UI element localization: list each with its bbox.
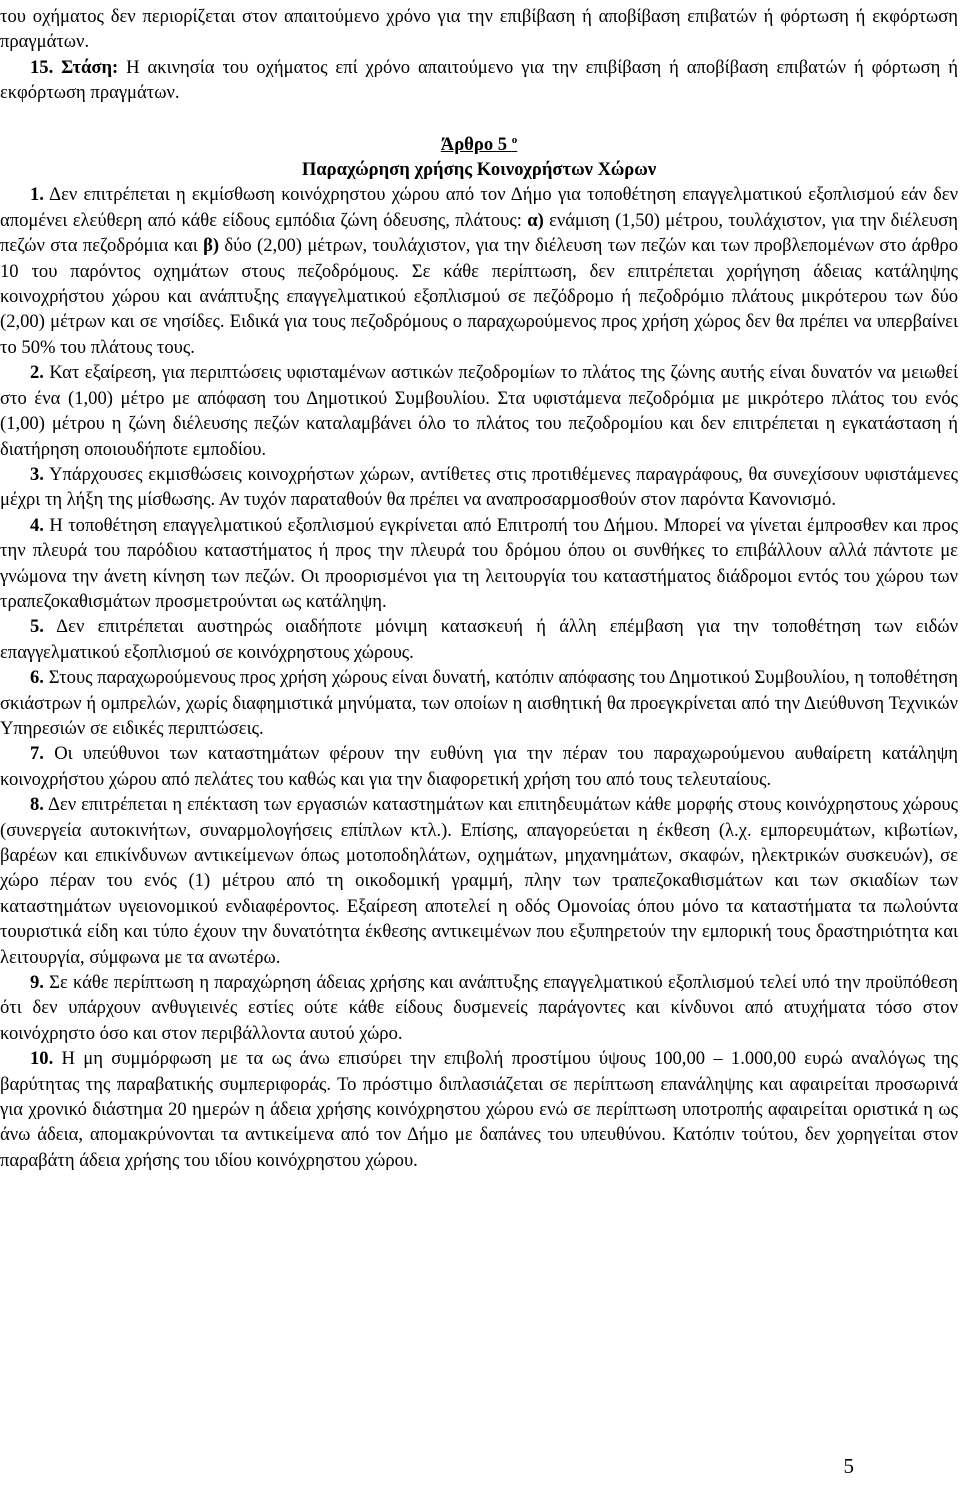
paragraph-text: Κατ εξαίρεση, για περιπτώσεις υφισταμένων αστικών πεζοδρομίων το πλάτος της ζώνης αυτής είναι δυνατόν να μειωθεί στο ένα (1,00) μέτρο με απόφαση του Δημοτικού Συμβουλίου. Στα υφιστάμενα πεζοδρόμια με μικρότερο πλάτος του ενός (1,00) μέτρου η ζώνη διέλευσης πεζών καταλαμβάνει όλο το πλάτος του πεζοδρομίου και δεν επιτρέπεται η εγκατάσταση ή διατήρηση οποιουδήποτε εμποδίου. — [0, 362, 958, 460]
paragraph-text: Σε κάθε περίπτωση η παραχώρηση άδειας χρήσης και ανάπτυξης επαγγελματικού εξοπλισμού τελεί υπό την προϋπόθεση ότι δεν υπάρχουν ανθυγιεινές εστίες ούτε κάθε είδους δυσμενείς παράγοντες και κίνδυνοι από ατυχήματα τόσο στον κοινόχρηστο όσο και στον περιβάλλοντα αυτού χώρο. — [0, 972, 958, 1044]
paragraph-8 — [0, 792, 958, 970]
paragraph-4 — [0, 513, 958, 615]
article-title-text: Άρθρο 5 $^o$ — [440, 133, 518, 155]
paragraph-number: 8. — [30, 794, 44, 816]
paragraph-number: 3. — [30, 463, 44, 485]
paragraph-6 — [0, 665, 958, 741]
page-number: 5 — [843, 1454, 854, 1478]
paragraph-number: 10. — [30, 1048, 54, 1070]
paragraph-3 — [0, 462, 958, 513]
paragraph-10 — [0, 1046, 958, 1173]
definition-15 — [0, 55, 958, 106]
paragraph-5 — [0, 614, 958, 665]
list-marker-a: α) — [527, 209, 544, 231]
paragraph-text: Δεν επιτρέπεται η επέκταση των εργασιών καταστημάτων και επιτηδευμάτων κάθε μορφής στους κοινόχρηστους χώρους (συνεργεία αυτοκινήτων, συναρμολογήσεις επίπλων κτλ.). Επίσης, απαγορεύεται η έκθεση (λ.χ. εμπορευμάτων, κιβωτίων, βαρέων και επικίνδυνων αντικείμενων όπως μοτοποδηλάτων, οχημάτων, μηχανημάτων, σκαφών, ηλεκτρικών συσκευών), σε χώρο πέραν του ενός (1) μέτρου από τη οικοδομική γραμμή, πλην των τραπεζοκαθισμάτων και των σκιαδίων των καταστημάτων υγειονομικού ενδιαφέροντος. Εξαίρεση αποτελεί η οδός Ομονοίας όπου μόνο τα καταστήματα τα πωλούντα τουριστικά είδη και τύπο έχουν την δυνατότητα έκθεσης αντικειμένων που εξυπηρετούν την εμπορική τους δραστηριότητα και λειτουργία, σύμφωνα με τα ανωτέρω. — [0, 794, 958, 968]
paragraph-1 — [0, 182, 958, 360]
definition-number: 15. — [30, 56, 54, 78]
paragraph-number: 6. — [30, 667, 44, 689]
paragraph-text: Οι υπεύθυνοι των καταστημάτων φέρουν την ευθύνη για την πέραν του παραχωρούμενου αυθαίρετη κατάληψη κοινοχρήστου χώρου από πελάτες του καθώς και για την διαφορετική χρήση του από τους τελευταίους. — [0, 743, 958, 790]
definition-text: Η ακινησία του οχήματος επί χρόνο απαιτούμενο για την επιβίβαση ή αποβίβαση επιβατών ή φόρτωση ή εκφόρτωση πραγμάτων. — [0, 56, 958, 104]
paragraph-number: 9. — [30, 972, 44, 994]
paragraph-text: Στους παραχωρούμενους προς χρήση χώρους είναι δυνατή, κατόπιν απόφασης του Δημοτικού Συμβουλίου, η τοποθέτηση σκιάστρων ή ομπρελών, χωρίς διαφημιστικά μηνύματα, των οποίων η αισθητική θα προεγκρίνεται από την Διεύθυνση Τεχνικών Υπηρεσιών σε ειδικές περιπτώσεις. — [0, 667, 958, 739]
list-marker-b: β) — [203, 235, 220, 257]
paragraph-number: 5. — [30, 616, 44, 638]
paragraph-text: Υπάρχουσες εκμισθώσεις κοινοχρήστων χώρων, αντίθετες στις προτιθέμενες παραγράφους, θα συνεχίσουν υφιστάμενες μέχρι τη λήξη της μίσθωσης. Αν τυχόν παραταθούν θα πρέπει να αναπροσαρμοσθούν στον παρόντα Κανονισμό. — [0, 463, 958, 511]
paragraph-text: Δεν επιτρέπεται αυστηρώς οιαδήποτε μόνιμη κατασκευή ή άλλη επέμβαση για την τοποθέτηση των ειδών επαγγελματικού εξοπλισμού σε κοινόχρηστους χώρους. — [0, 616, 958, 663]
paragraph-text: δύο (2,00) μέτρων, τουλάχιστον, για την διέλευση των πεζών και των προβλεπομένων στο άρθρο 10 του παρόντος οχημάτων στους πεζοδρόμους. Σε κάθε περίπτωση, δεν επιτρέπεται χορήγηση άδειας κατάληψης κοινοχρήστου χώρου και ανάπτυξης επαγγελματικού εξοπλισμού σε πεζόδρομο ή πεζοδρόμιο πλάτους μικρότερου των δύο (2,00) μέτρων και σε νησίδες. Ειδικά για τους πεζοδρόμους ο παραχωρούμενος προς χρήση χώρος δεν θα πρέπει να υπερβαίνει το 50% του πλάτους τους. — [0, 235, 958, 358]
paragraph-text: Η μη συμμόρφωση με τα ως άνω επισύρει την επιβολή προστίμου ύψους 100,00 – 1.000,00 ευρώ αναλόγως της βαρύτητας της παραβατικής συμπεριφοράς. Το πρόστιμο διπλασιάζεται σε περίπτωση επανάληψης και αφαιρείται προσωρινά για χρονικό διάστημα 20 ημερών η άδεια χρήσης κοινόχρηστου χώρου ενώ σε περίπτωση υποτροπής αφαιρείται οριστικά η ως άνω άδεια, απομακρύνονται τα αντικείμενα από τον Δήμο με δαπάνες του υπευθύνου. Κατόπιν τούτου, δεν χορηγείται στον παραβάτη άδεια χρήσης του ιδίου κοινόχρηστου χώρου. — [0, 1048, 958, 1171]
paragraph-7 — [0, 741, 958, 792]
paragraph-2 — [0, 360, 958, 462]
article-title-ordinal: ο — [511, 133, 518, 146]
article-title — [0, 132, 958, 157]
paragraph-number: 2. — [30, 362, 44, 384]
paragraph-text: ενάμιση (1,50) μέτρου, τουλάχιστον, για την διέλευση πεζών στα πεζοδρόμια και — [0, 209, 958, 257]
paragraph-text: Δεν επιτρέπεται η εκμίσθωση κοινόχρηστου χώρου από τον Δήμο για τοποθέτηση επαγγελματικού εξοπλισμού εάν δεν απομένει ελεύθερη από κάθε είδους εμπόδια ζώνη όδευσης, πλάτους: — [0, 184, 958, 231]
paragraph-number: 1. — [30, 184, 44, 206]
paragraph-number: 7. — [30, 743, 44, 765]
definition-term: Στάση: — [61, 56, 119, 78]
paragraph-9 — [0, 970, 958, 1046]
article-subtitle: Παραχώρηση χρήσης Κοινοχρήστων Χώρων — [301, 159, 657, 181]
continuation-paragraph: του οχήματος δεν περιορίζεται στον απαιτούμενο χρόνο για την επιβίβαση ή αποβίβαση επιβατών ή φόρτωση ή εκφόρτωση πραγμάτων. — [0, 6, 958, 53]
paragraph-text: Η τοποθέτηση επαγγελματικού εξοπλισμού εγκρίνεται από Επιτροπή του Δήμου. Μπορεί να γίνεται έμπροσθεν και προς την πλευρά του παρόδιου καταστήματος ή προς την πλευρά του δρόμου όπου οι συνθήκες το επιβάλλουν αλλά πάντοτε με γνώμονα την άνετη κίνηση των πεζών. Οι προορισμένοι για τη λειτουργία του καταστήματος διάδρομοι εντός του χώρου των τραπεζοκαθισμάτων προσμετρούνται ως κατάληψη. — [0, 514, 958, 612]
paragraph-number: 4. — [30, 514, 44, 536]
